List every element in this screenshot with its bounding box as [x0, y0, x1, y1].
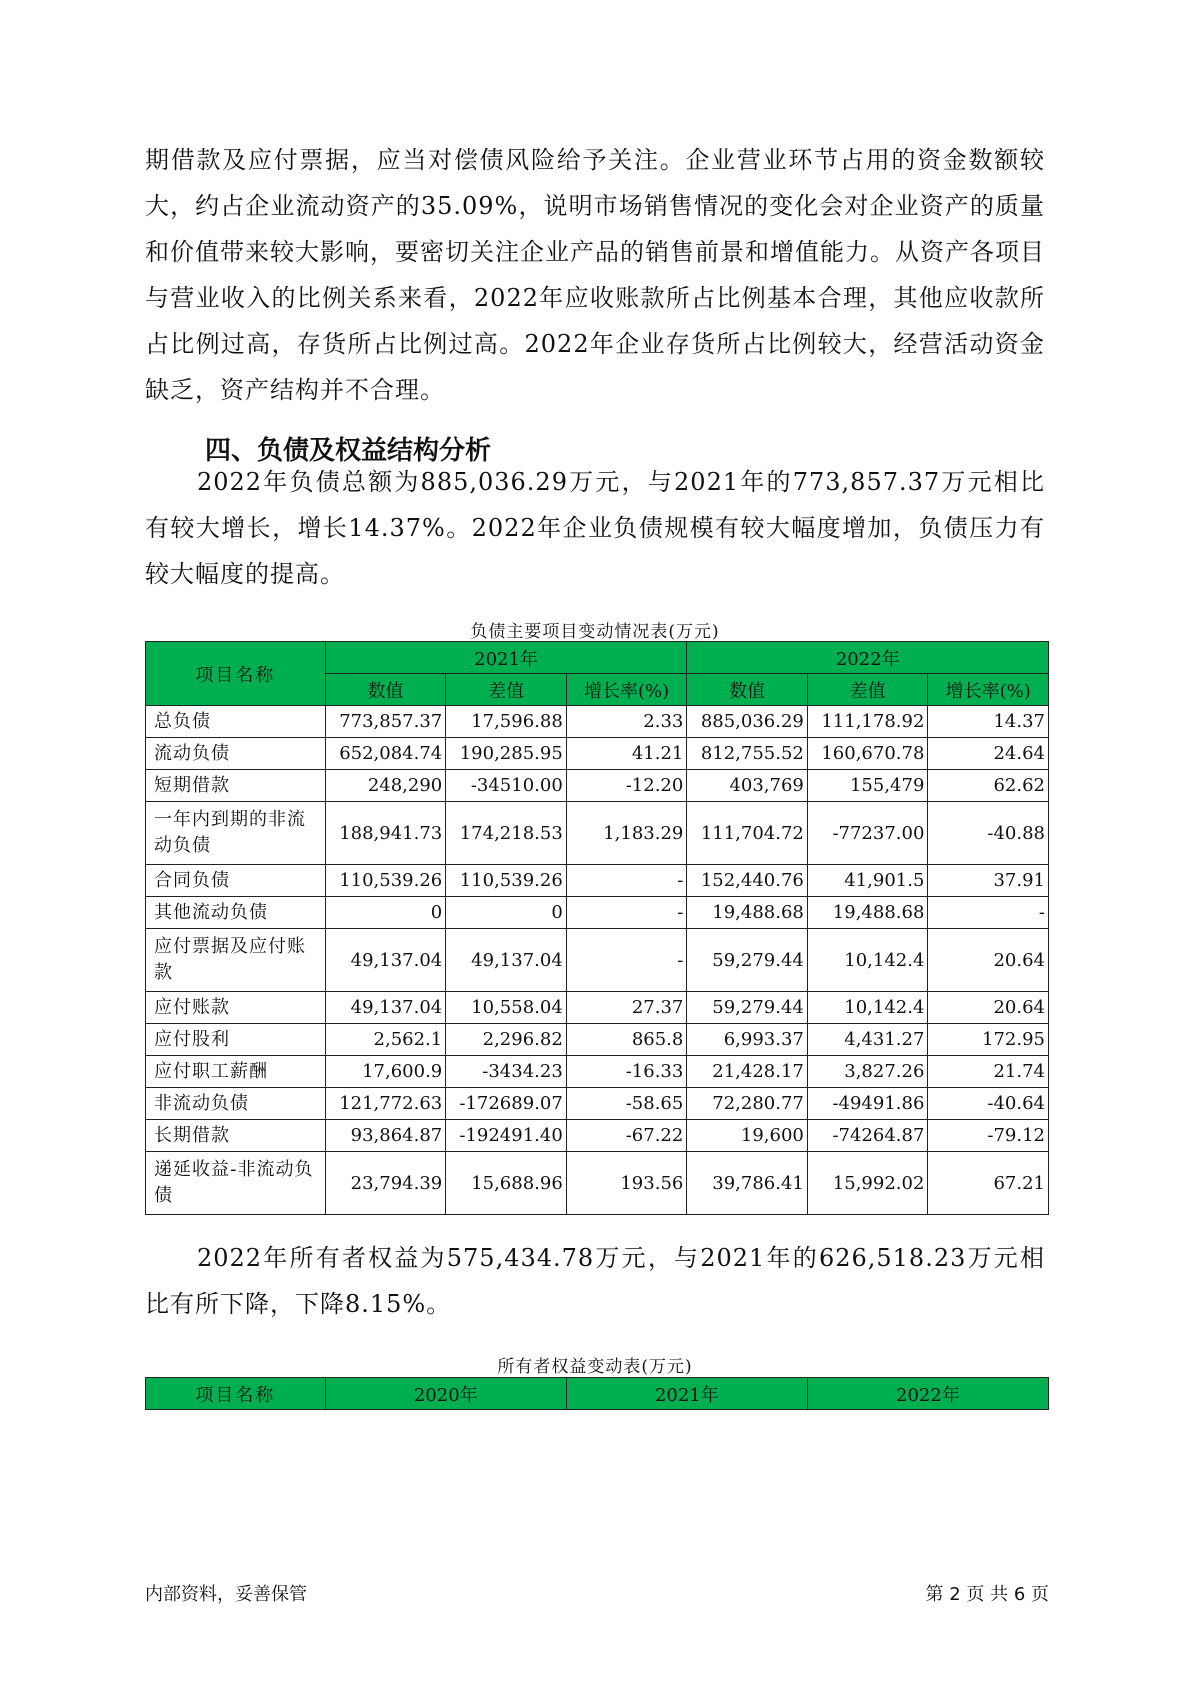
table-cell: 41,901.5: [807, 865, 928, 897]
table-cell: 773,857.37: [325, 706, 446, 738]
table-cell: 21.74: [928, 1056, 1049, 1088]
table-row: [146, 1088, 1049, 1120]
table-cell: -74264.87: [807, 1120, 928, 1152]
table-cell: 160,670.78: [807, 738, 928, 770]
footer-confidential-note: 内部资料，妥善保管: [145, 1584, 307, 1605]
paragraph-liability-summary: 2022年负债总额为885,036.29万元，与2021年的773,857.37万元相比有较大增长，增长14.37%。2022年企业负债规模有较大幅度增加，负债压力有较大幅度的提高。: [145, 468, 1045, 588]
table-cell: 190,285.95: [446, 738, 567, 770]
sub-header-cell: 数值: [687, 674, 808, 706]
table-cell: 39,786.41: [687, 1152, 808, 1215]
row-item-name: 递延收益-非流动负债: [146, 1152, 326, 1215]
table-cell: 14.37: [928, 706, 1049, 738]
table-row: [146, 865, 1049, 897]
sub-header-cell: 增长率(%): [928, 674, 1049, 706]
table-cell: 23,794.39: [325, 1152, 446, 1215]
table-cell: 59,279.44: [687, 929, 808, 992]
table-cell: 62.62: [928, 770, 1049, 802]
table-cell: 49,137.04: [446, 929, 567, 992]
table-cell: -16.33: [566, 1056, 687, 1088]
table-cell: 67.21: [928, 1152, 1049, 1215]
table-cell: 17,596.88: [446, 706, 567, 738]
table-cell: 27.37: [566, 992, 687, 1024]
table-cell: 21,428.17: [687, 1056, 808, 1088]
table-cell: 15,688.96: [446, 1152, 567, 1215]
row-item-name: 短期借款: [146, 770, 326, 802]
table-cell: 20.64: [928, 992, 1049, 1024]
table-cell: 812,755.52: [687, 738, 808, 770]
row-item-name: 应付票据及应付账款: [146, 929, 326, 992]
table-row: [146, 929, 1049, 992]
row-item-name: 总负债: [146, 706, 326, 738]
equity-header-cell: 2020年: [325, 1378, 566, 1410]
table-cell: 2.33: [566, 706, 687, 738]
table-cell: 248,290: [325, 770, 446, 802]
row-item-name: 一年内到期的非流动负债: [146, 802, 326, 865]
table-cell: 49,137.04: [325, 929, 446, 992]
table-cell: 3,827.26: [807, 1056, 928, 1088]
row-item-name: 应付职工薪酬: [146, 1056, 326, 1088]
table-cell: 111,178.92: [807, 706, 928, 738]
header-item-name: 项目名称: [146, 642, 326, 706]
table-cell: 4,431.27: [807, 1024, 928, 1056]
table-row: [146, 770, 1049, 802]
table-cell: 20.64: [928, 929, 1049, 992]
table-cell: 152,440.76: [687, 865, 808, 897]
table-cell: 19,488.68: [687, 897, 808, 929]
table-cell: -40.64: [928, 1088, 1049, 1120]
sub-header-cell: 数值: [325, 674, 446, 706]
table-row: [146, 1024, 1049, 1056]
paragraph-equity-summary: 2022年所有者权益为575,434.78万元，与2021年的626,518.23万元相比有所下降，下降8.15%。: [145, 1244, 1045, 1318]
table-cell: 2,562.1: [325, 1024, 446, 1056]
table-row: [146, 897, 1049, 929]
equity-header-cell: 项目名称: [146, 1378, 326, 1410]
equity-header-row: [146, 1378, 1049, 1410]
sub-header-cell: 差值: [446, 674, 567, 706]
table-cell: -: [928, 897, 1049, 929]
liability-table-body: [146, 706, 1049, 1215]
table-cell: 6,993.37: [687, 1024, 808, 1056]
equity-table-caption: 所有者权益变动表(万元): [497, 1357, 693, 1377]
table-cell: 49,137.04: [325, 992, 446, 1024]
table-cell: 19,600: [687, 1120, 808, 1152]
row-item-name: 非流动负债: [146, 1088, 326, 1120]
sub-header-cell: 差值: [807, 674, 928, 706]
table-cell: -192491.40: [446, 1120, 567, 1152]
table-cell: -40.88: [928, 802, 1049, 865]
table-row: [146, 1120, 1049, 1152]
table-cell: 2,296.82: [446, 1024, 567, 1056]
row-item-name: 应付股利: [146, 1024, 326, 1056]
liability-table-caption: 负债主要项目变动情况表(万元): [470, 622, 720, 642]
table-cell: 10,142.4: [807, 992, 928, 1024]
table-row: [146, 802, 1049, 865]
table-cell: 19,488.68: [807, 897, 928, 929]
table-cell: 72,280.77: [687, 1088, 808, 1120]
table-cell: -: [566, 929, 687, 992]
table-cell: -172689.07: [446, 1088, 567, 1120]
table-cell: 121,772.63: [325, 1088, 446, 1120]
table-cell: -67.22: [566, 1120, 687, 1152]
row-item-name: 长期借款: [146, 1120, 326, 1152]
equity-table: [145, 1377, 1049, 1410]
table-cell: -: [566, 897, 687, 929]
table-cell: 110,539.26: [446, 865, 567, 897]
table-cell: -: [566, 865, 687, 897]
table-cell: 865.8: [566, 1024, 687, 1056]
table-cell: 155,479: [807, 770, 928, 802]
table-cell: 885,036.29: [687, 706, 808, 738]
table-cell: 10,558.04: [446, 992, 567, 1024]
table-cell: 0: [446, 897, 567, 929]
table-cell: 15,992.02: [807, 1152, 928, 1215]
equity-header-cell: 2021年: [566, 1378, 807, 1410]
table-cell: 172.95: [928, 1024, 1049, 1056]
table-cell: 93,864.87: [325, 1120, 446, 1152]
row-item-name: 其他流动负债: [146, 897, 326, 929]
header-year-2022: 2022年: [687, 642, 1049, 674]
table-cell: -3434.23: [446, 1056, 567, 1088]
table-cell: 403,769: [687, 770, 808, 802]
table-cell: 111,704.72: [687, 802, 808, 865]
table-row: [146, 738, 1049, 770]
sub-header-cell: 增长率(%): [566, 674, 687, 706]
table-cell: 41.21: [566, 738, 687, 770]
section-heading: 四、负债及权益结构分析: [205, 436, 492, 466]
table-cell: -34510.00: [446, 770, 567, 802]
table-cell: 110,539.26: [325, 865, 446, 897]
table-cell: 37.91: [928, 865, 1049, 897]
table-cell: 188,941.73: [325, 802, 446, 865]
table-cell: -12.20: [566, 770, 687, 802]
table-cell: -58.65: [566, 1088, 687, 1120]
table-cell: 0: [325, 897, 446, 929]
table-row: [146, 1056, 1049, 1088]
paragraph-asset-structure: 期借款及应付票据，应当对偿债风险给予关注。企业营业环节占用的资金数额较大，约占企业流动资产的35.09%，说明市场销售情况的变化会对企业资产的质量和价值带来较大影响，要密切关注企业产品的销售前景和增值能力。从资产各项目与营业收入的比例关系来看，2022年应收账款所占比例基本合理，其他应收款所占比例过高，存货所占比例过高。2022年企业存货所占比例较大，经营活动资金缺乏，资产结构并不合理。: [145, 146, 1045, 404]
table-cell: 59,279.44: [687, 992, 808, 1024]
table-cell: 24.64: [928, 738, 1049, 770]
table-cell: 174,218.53: [446, 802, 567, 865]
table-cell: -79.12: [928, 1120, 1049, 1152]
table-cell: 193.56: [566, 1152, 687, 1215]
row-item-name: 合同负债: [146, 865, 326, 897]
table-cell: -49491.86: [807, 1088, 928, 1120]
table-cell: 652,084.74: [325, 738, 446, 770]
row-item-name: 应付账款: [146, 992, 326, 1024]
table-row: [146, 1152, 1049, 1215]
row-item-name: 流动负债: [146, 738, 326, 770]
table-row: [146, 706, 1049, 738]
table-cell: -77237.00: [807, 802, 928, 865]
liability-table: [145, 641, 1049, 1215]
table-cell: 17,600.9: [325, 1056, 446, 1088]
equity-header-cell: 2022年: [807, 1378, 1048, 1410]
table-row: [146, 992, 1049, 1024]
table-cell: 10,142.4: [807, 929, 928, 992]
table-cell: 1,183.29: [566, 802, 687, 865]
footer-page-number: 第 2 页 共 6 页: [925, 1584, 1049, 1605]
header-year-2021: 2021年: [325, 642, 687, 674]
